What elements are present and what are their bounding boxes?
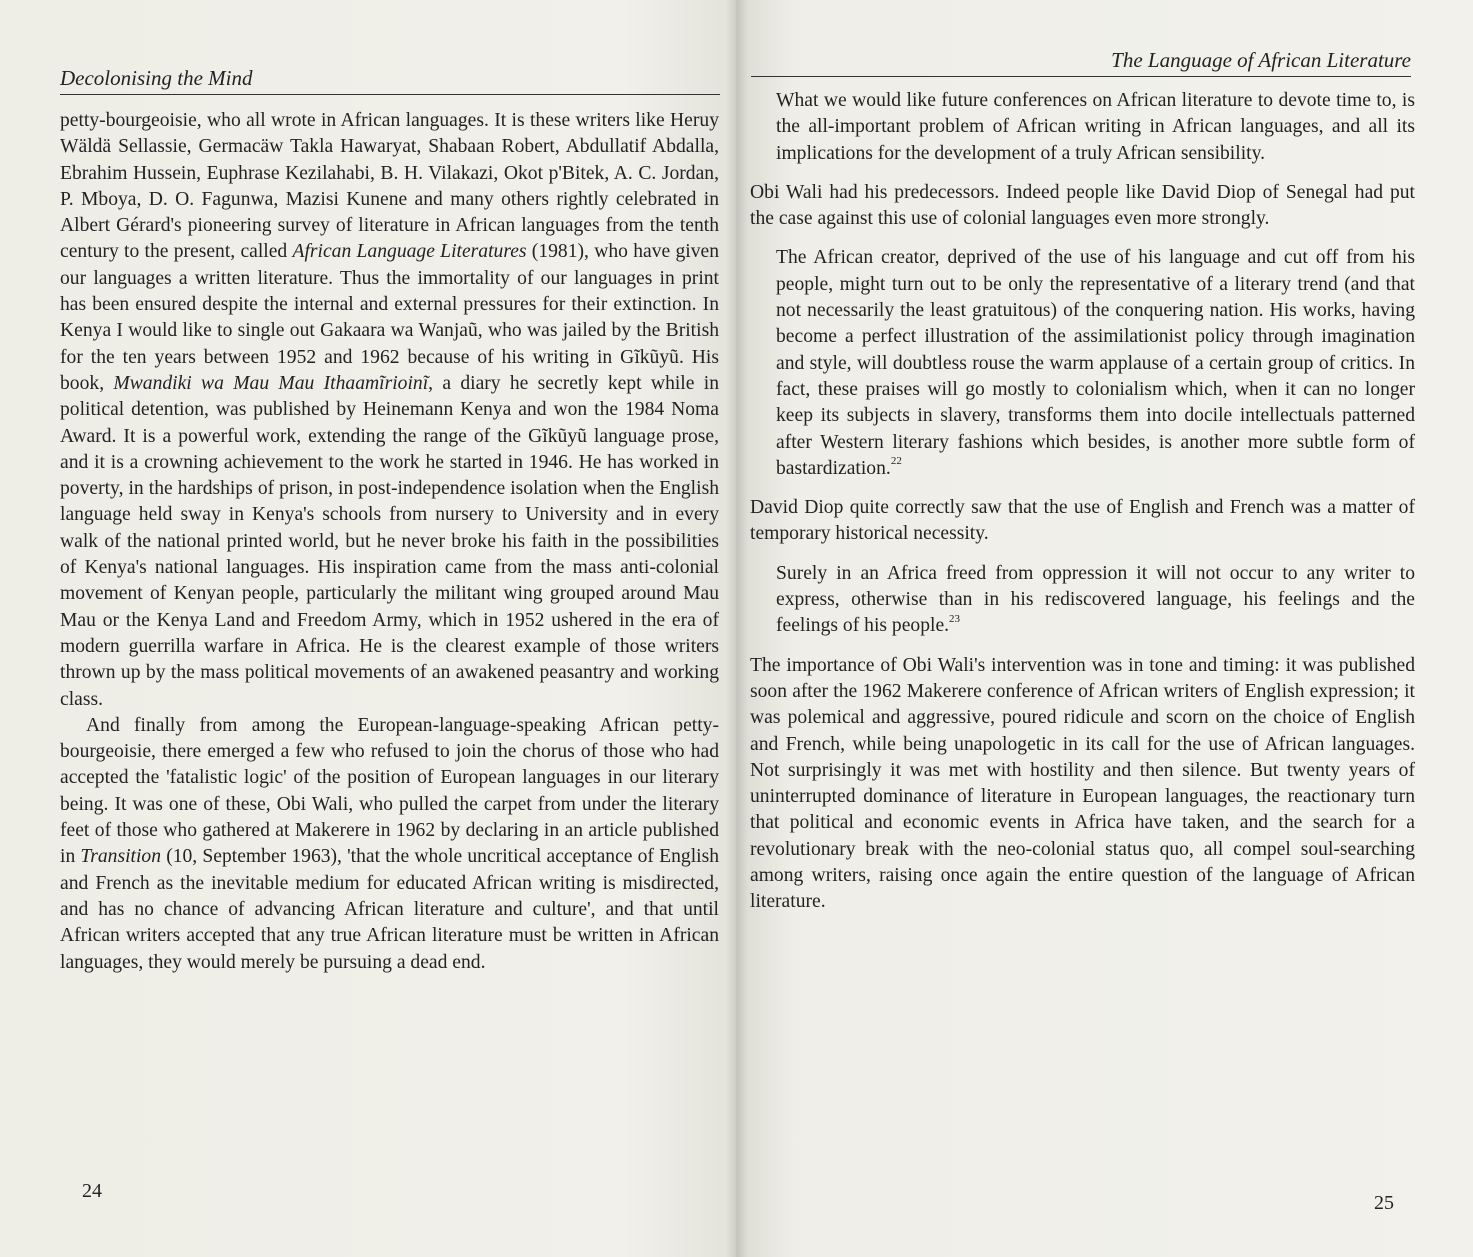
block-quote: The African creator, deprived of the use of his language and cut off from his people, might turn out to be only the representative of a literary trend (and that not necessarily the least gratuitous) of the conquering nation. His works, having become a perfect illustration of the assimilationist policy through imagination and style, will doubtless rouse the warm applause of a certain group of critics. In fact, these praises will go mostly to colonialism which, when it can no longer keep its subjects in slavery, transforms them into docile intellectuals patterned after Western literary fashions which besides, is another more subtle form of bastardization.$^{22}$ <box>776 247 1415 479</box>
book-gutter <box>726 0 748 1257</box>
right-body-text <box>750 88 1415 929</box>
left-paragraph-1: petty-bourgeoisie, who all wrote in African languages. It is these writers like Heruy Wäldä Sellassie, Germacäw Takla Hawaryat, Shabaan Robert, Abdullatif Abdalla, Ebrahim Hussein, Euphrase Kezilahabi, B. H. Vilakazi, Okot p'Bitek, A. C. Jordan, P. Mboya, D. O. Fagunwa, Mazisi Kunene and many others rightly celebrated in Albert Gérard's pioneering survey of literature in African languages from the tenth century to the present, called African Language Literatures (1981), who have given our languages a written literature. Thus the immortality of our languages in print has been ensured despite the internal and external pressures for their extinction. In Kenya I would like to single out Gakaara wa Wanjaũ, who was jailed by the British for the ten years between 1952 and 1962 because of his writing in Gĩkũyũ. His book, Mwandiki wa Mau Mau Ithaamĩrioinĩ, a diary he secretly kept while in political detention, was published by Heinemann Kenya and won the 1984 Noma Award. It is a powerful work, extending the range of the Gĩkũyũ language prose, and it is a crowning achievement to the work he started in 1946. He has worked in poverty, in the hardships of prison, in post-independence isolation when the English language held sway in Kenya's schools from nursery to University and in every walk of the national printed world, but he never broke his faith in the possibilities of Kenya's national languages. His inspiration came from the mass anti-colonial movement of Kenyan people, particularly the militant wing grouped around Mau Mau or the Kenya Land and Freedom Army, which in 1952 ushered in the era of modern guerrilla warfare in Africa. He is the clearest example of those writers thrown up by the mass political movements of an awakened peasantry and working class. <box>60 110 719 710</box>
right-page <box>736 0 1473 1257</box>
book-title: African Language Literatures <box>292 241 527 263</box>
journal-title: Transition <box>80 846 162 868</box>
left-body-text <box>60 108 719 976</box>
left-paragraph-2: And finally from among the European-language-speaking African petty-bourgeoisie, there emerged a few who refused to join the chorus of those who had accepted the 'fatalistic logic' of the position of European languages in our literary being. It was one of these, Obi Wali, who pulled the carpet from under the literary feet of those who gathered at Makerere in 1962 by declaring in an article published in Transition (10, September 1963), 'that the whole uncritical acceptance of English and French as the inevitable medium for educated African writing is misdirected, and has no chance of advancing African literature and culture', and that until African writers accepted that any true African literature must be written in African languages, they would merely be pursuing a dead end. <box>60 714 719 973</box>
block-quote: Surely in an Africa freed from oppression it will not occur to any writer to express, otherwise than in his rediscovered language, his feelings and the feelings of his people.$^{23}$ <box>776 562 1415 637</box>
footnote-marker: 22 <box>890 455 902 468</box>
left-page-number: 24 <box>82 1180 102 1202</box>
block-quote: What we would like future conferences on African literature to devote time to, is the all-important problem of African writing in African languages, and all its implications for the development of a truly African sensibility. <box>776 90 1415 164</box>
book-title: Mwandiki wa Mau Mau Ithaamĩrioinĩ <box>113 372 429 394</box>
footnote-marker: 23 <box>949 612 961 625</box>
right-paragraph-2: David Diop quite correctly saw that the use of English and French was a matter of temporary historical necessity. <box>750 497 1415 545</box>
right-paragraph-3: The importance of Obi Wali's intervention was in tone and timing: it was published soon after the 1962 Makerere conference of African writers of English expression; it was polemical and aggressive, poured ridicule and scorn on the choice of English and French, while being unapologetic in its call for the use of African languages. Not surprisingly it was met with hostility and then silence. But twenty years of uninterrupted dominance of literature in European languages, the reactionary turn that political and economic events in Africa have taken, and the search for a revolutionary break with the neo-colonial status quo, all compel soul-searching among writers, raising once again the entire question of the language of African literature. <box>750 654 1415 913</box>
left-page <box>0 0 736 1257</box>
left-running-header: Decolonising the Mind <box>60 66 720 95</box>
right-paragraph-1: Obi Wali had his predecessors. Indeed people like David Diop of Senegal had put the case against this use of colonial languages even more strongly. <box>750 181 1415 230</box>
right-running-header: The Language of African Literature <box>751 48 1411 77</box>
right-page-number: 25 <box>1374 1192 1394 1214</box>
